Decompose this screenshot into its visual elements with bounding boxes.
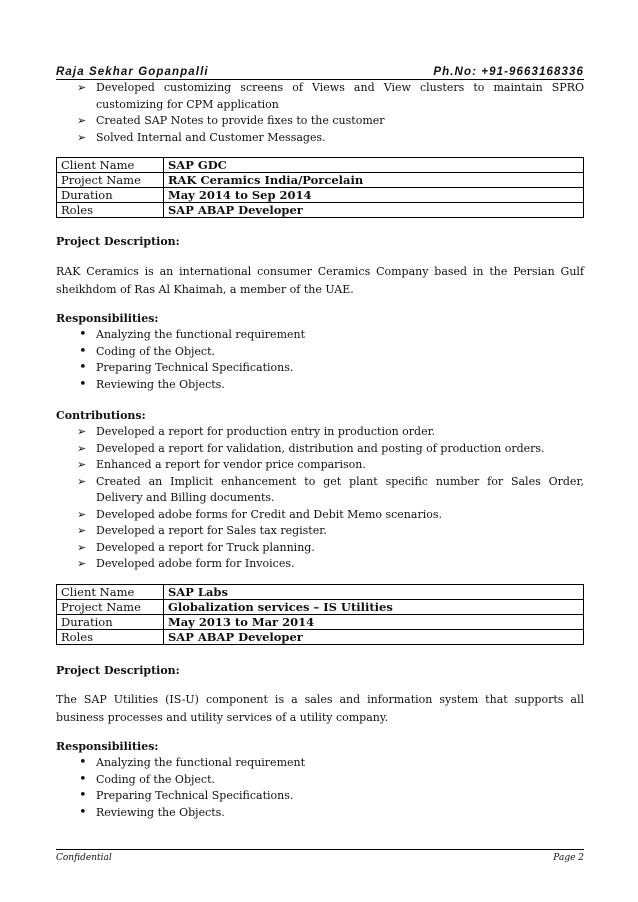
project-info-table	[56, 157, 584, 218]
list-item: ➢ Developed adobe form for Invoices.	[56, 556, 584, 573]
list-item: • Reviewing the Objects.	[56, 805, 584, 822]
list-item: ➢ Developed a report for Sales tax register.	[56, 523, 584, 540]
table-cell-label: Client Name	[57, 585, 164, 600]
table-cell-value: SAP ABAP Developer	[164, 630, 584, 645]
list-item: ➢ Developed adobe forms for Credit and Debit Memo scenarios.	[56, 507, 584, 524]
list-item: • Reviewing the Objects.	[56, 377, 584, 394]
table-row	[57, 615, 584, 630]
candidate-name: Raja Sekhar Gopanpalli	[56, 66, 209, 78]
list-item: • Preparing Technical Specifications.	[56, 788, 584, 805]
table-row	[57, 600, 584, 615]
list-item: ➢ Developed a report for Truck planning.	[56, 540, 584, 557]
table-cell-label: Project Name	[57, 600, 164, 615]
table-cell-value: RAK Ceramics India/Porcelain	[164, 173, 584, 188]
responsibilities-list	[56, 327, 584, 393]
table-cell-value: SAP Labs	[164, 585, 584, 600]
table-cell-label: Roles	[57, 630, 164, 645]
table-row	[57, 173, 584, 188]
list-item: • Coding of the Object.	[56, 772, 584, 789]
page-footer	[56, 849, 584, 863]
responsibilities-list	[56, 755, 584, 821]
contributions-heading: Contributions:	[56, 409, 146, 422]
table-cell-label: Client Name	[57, 158, 164, 173]
table-cell-value: SAP ABAP Developer	[164, 203, 584, 218]
table-cell-value: Globalization services – IS Utilities	[164, 600, 584, 615]
project-description: RAK Ceramics is an international consumer Ceramics Company based in the Persian Gulf sheikhdom of Ras Al Khaimah, a member of the UAE.	[56, 265, 584, 296]
table-cell-value: SAP GDC	[164, 158, 584, 173]
list-item: ➢ Enhanced a report for vendor price comparison.	[56, 457, 584, 474]
project-description: The SAP Utilities (IS-U) component is a sales and information system that supports all business processes and utility services of a utility company.	[56, 693, 584, 724]
list-item: • Analyzing the functional requirement	[56, 755, 584, 772]
project-description-heading: Project Description:	[56, 235, 180, 248]
list-item: • Analyzing the functional requirement	[56, 327, 584, 344]
table-cell-value: May 2014 to Sep 2014	[164, 188, 584, 203]
list-item: • Coding of the Object.	[56, 344, 584, 361]
contributions-list	[56, 424, 584, 573]
table-cell-label: Duration	[57, 615, 164, 630]
project-info-table	[56, 584, 584, 645]
project-description-heading: Project Description:	[56, 664, 180, 677]
table-row	[57, 203, 584, 218]
list-item: ➢ Solved Internal and Customer Messages.	[56, 130, 584, 147]
table-row	[57, 158, 584, 173]
list-item: ➢ Developed a report for validation, distribution and posting of production orders.	[56, 441, 584, 458]
table-cell-label: Project Name	[57, 173, 164, 188]
list-item: ➢ Created an Implicit enhancement to get plant specific number for Sales Order, Delivery and Billing documents.	[56, 474, 584, 507]
list-item: ➢ Developed customizing screens of Views and View clusters to maintain SPRO customizing for CPM application	[56, 80, 584, 113]
responsibilities-heading: Responsibilities:	[56, 312, 159, 325]
list-item: ➢ Created SAP Notes to provide fixes to the customer	[56, 113, 584, 130]
table-row	[57, 585, 584, 600]
table-row	[57, 188, 584, 203]
list-item: ➢ Developed a report for production entry in production order.	[56, 424, 584, 441]
table-cell-label: Duration	[57, 188, 164, 203]
responsibilities-heading: Responsibilities:	[56, 740, 159, 753]
table-row	[57, 630, 584, 645]
confidential-label: Confidential	[56, 853, 112, 863]
table-cell-value: May 2013 to Mar 2014	[164, 615, 584, 630]
previous-project-bullets	[56, 80, 584, 146]
table-cell-label: Roles	[57, 203, 164, 218]
page-number: Page 2	[553, 853, 584, 863]
phone-number: Ph.No: +91-9663168336	[433, 66, 584, 78]
page-header	[56, 66, 584, 80]
list-item: • Preparing Technical Specifications.	[56, 360, 584, 377]
